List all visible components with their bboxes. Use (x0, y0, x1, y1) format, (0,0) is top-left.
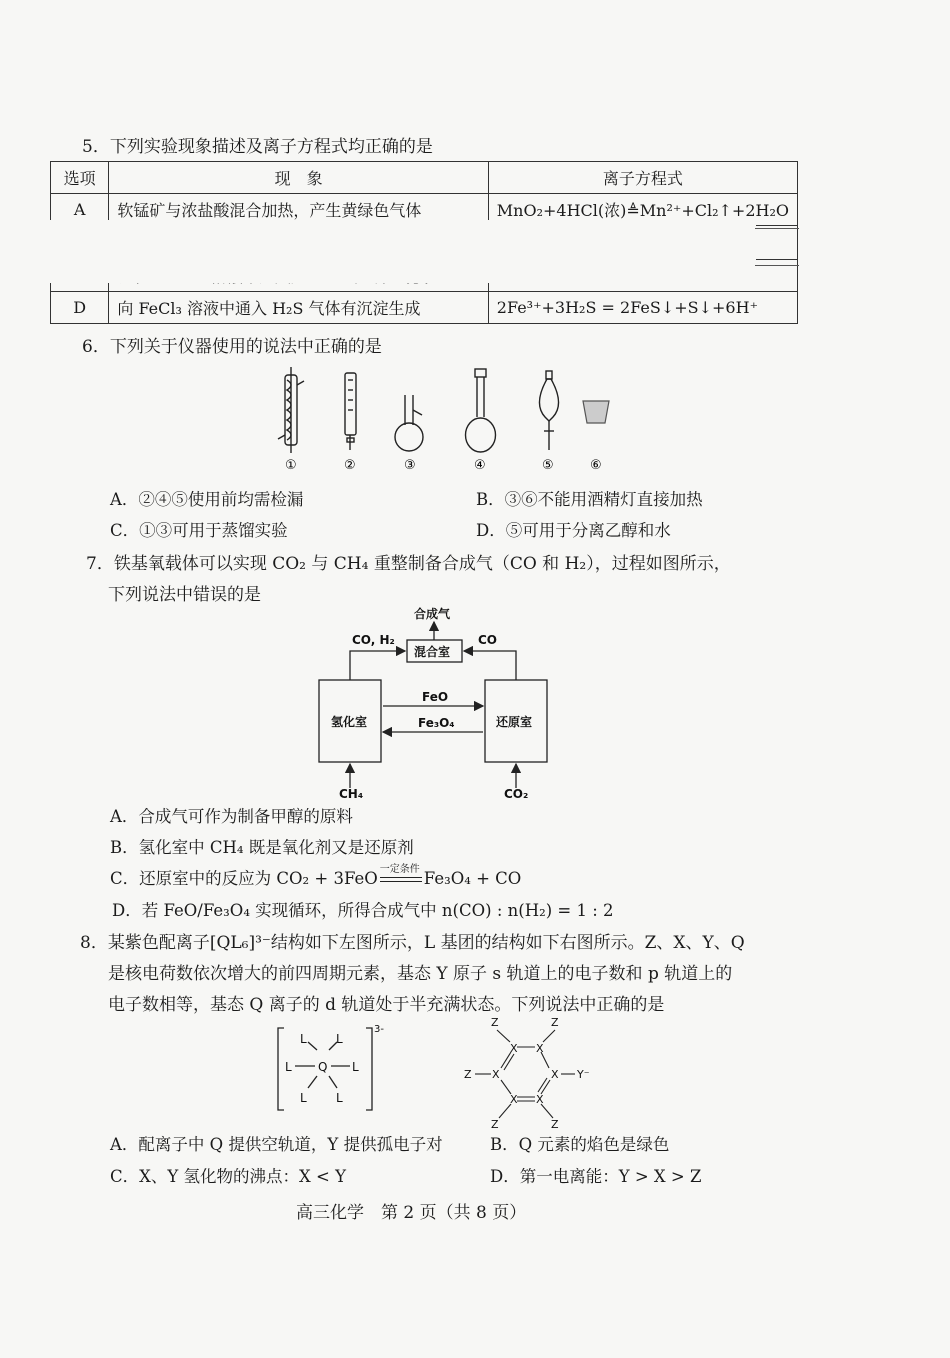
row-equation: MnO₂+4HCl(浓)≜Mn²⁺+Cl₂↑+2H₂O (488, 194, 797, 226)
burette-icon (345, 373, 356, 450)
q7-stem-1: 7．铁基氧载体可以实现 CO₂ 与 CH₄ 重整制备合成气（CO 和 H₂），过程如图所示， (86, 554, 731, 574)
svg-text:3-: 3- (374, 1024, 384, 1035)
row-phenomenon: 向 FeCl₃ 溶液中通入 H₂S 气体有沉淀生成 (109, 292, 488, 324)
q8-line-3: 电子数相等，基态 Q 离子的 d 轨道处于半充满状态。下列说法中正确的是 (108, 995, 665, 1015)
table-row (51, 292, 798, 324)
row-option: A (51, 194, 109, 226)
label-4: ④ (474, 458, 486, 473)
svg-text:L: L (300, 1091, 307, 1105)
complex-structure (270, 1018, 400, 1118)
svg-text:L: L (352, 1060, 359, 1074)
row-phenomenon: 软锰矿与浓盐酸混合加热，产生黄绿色气体 (109, 194, 488, 226)
bottom-arrow-label: Fe₃O₄ (418, 716, 455, 730)
volumetric-flask-icon (466, 369, 496, 452)
process-diagram (300, 600, 580, 800)
condenser-icon (278, 367, 304, 453)
svg-text:L: L (336, 1032, 343, 1046)
q7-option-b: B．氢化室中 CH₄ 既是氧化剂又是还原剂 (110, 838, 414, 857)
label-6: ⑥ (590, 458, 602, 473)
table-fragment (755, 228, 799, 266)
svg-text:X: X (492, 1068, 500, 1081)
q6-stem: 6．下列关于仪器使用的说法中正确的是 (82, 337, 382, 357)
q8-line-1: 8．某紫色配离子[QL₆]³⁻结构如下左图所示，L 基团的结构如下右图所示。Z、X、Y、Q (80, 933, 745, 953)
left-flow-label: CO, H₂ (352, 633, 395, 647)
svg-text:X: X (536, 1093, 544, 1106)
product-label: 合成气 (414, 607, 451, 621)
table-header-row (51, 162, 798, 194)
label-1: ① (285, 458, 297, 473)
header-phenomenon: 现 象 (109, 162, 488, 194)
q7-option-a: A．合成气可作为制备甲醇的原料 (110, 807, 353, 826)
q7-option-c: C．还原室中的反应为 CO₂ + 3FeO 一定条件 Fe₃O₄ + CO (110, 865, 521, 889)
label-2: ② (344, 458, 356, 473)
svg-text:Z: Z (551, 1118, 559, 1131)
svg-text:Z: Z (464, 1068, 472, 1081)
redaction-band (48, 220, 756, 283)
svg-text:L: L (300, 1032, 307, 1046)
q7-option-d: D．若 FeO/Fe₃O₄ 实现循环，所得合成气中 n(CO) : n(H₂) = 1 : 2 (112, 901, 614, 920)
svg-text:X: X (536, 1042, 544, 1055)
q8-option-a: A．配离子中 Q 提供空轨道，Y 提供孤电子对 (110, 1135, 443, 1154)
label-3: ③ (404, 458, 416, 473)
svg-text:Z: Z (491, 1118, 499, 1131)
svg-text:X: X (510, 1093, 518, 1106)
q6-option-c: C．①③可用于蒸馏实验 (110, 521, 288, 540)
distillation-flask-icon (395, 395, 423, 451)
separatory-funnel-icon (539, 371, 558, 450)
apparatus-figure (260, 365, 630, 475)
q8-line-2: 是核电荷数依次增大的前四周期元素，基态 Y 原子 s 轨道上的电子数和 p 轨道上的 (108, 964, 733, 984)
q5-stem: 5．下列实验现象描述及离子方程式均正确的是 (82, 137, 433, 157)
right-flow-label: CO (478, 633, 498, 647)
q8-option-b: B．Q 元素的焰色是绿色 (490, 1135, 670, 1154)
page-footer: 高三化学 第 2 页（共 8 页） (296, 1203, 527, 1223)
top-arrow-label: FeO (422, 690, 449, 704)
svg-text:X: X (551, 1068, 559, 1081)
svg-text:Z: Z (491, 1016, 499, 1029)
q6-option-b: B．③⑥不能用酒精灯直接加热 (476, 490, 703, 509)
svg-text:X: X (510, 1042, 518, 1055)
crucible-icon (583, 401, 609, 423)
condition-label: 一定条件 (379, 864, 420, 875)
label-5: ⑤ (542, 458, 554, 473)
reaction-arrow (380, 877, 422, 882)
svg-text:Q: Q (318, 1060, 328, 1074)
mixer-label: 混合室 (414, 645, 451, 659)
left-input-label: CH₄ (339, 787, 364, 800)
svg-text:L: L (285, 1060, 292, 1074)
svg-text:Y⁻: Y⁻ (577, 1068, 590, 1081)
q8-option-c: C．X、Y 氢化物的沸点：X < Y (110, 1167, 346, 1186)
right-box-label: 还原室 (496, 715, 533, 729)
svg-text:Z: Z (551, 1016, 559, 1029)
header-equation: 离子方程式 (488, 162, 797, 194)
row-option: D (51, 292, 109, 324)
ligand-ring-structure (455, 1014, 625, 1132)
right-input-label: CO₂ (504, 787, 529, 800)
q6-option-a: A．②④⑤使用前均需检漏 (110, 490, 304, 509)
q7-stem-2: 下列说法中错误的是 (108, 585, 261, 605)
row-equation: 2Fe³⁺+3H₂S = 2FeS↓+S↓+6H⁺ (488, 292, 797, 324)
svg-text:L: L (336, 1091, 343, 1105)
left-box-label: 氢化室 (331, 715, 368, 729)
q6-option-d: D．⑤可用于分离乙醇和水 (476, 521, 671, 540)
q8-option-d: D．第一电离能：Y > X > Z (490, 1167, 702, 1186)
header-option: 选项 (51, 162, 109, 194)
